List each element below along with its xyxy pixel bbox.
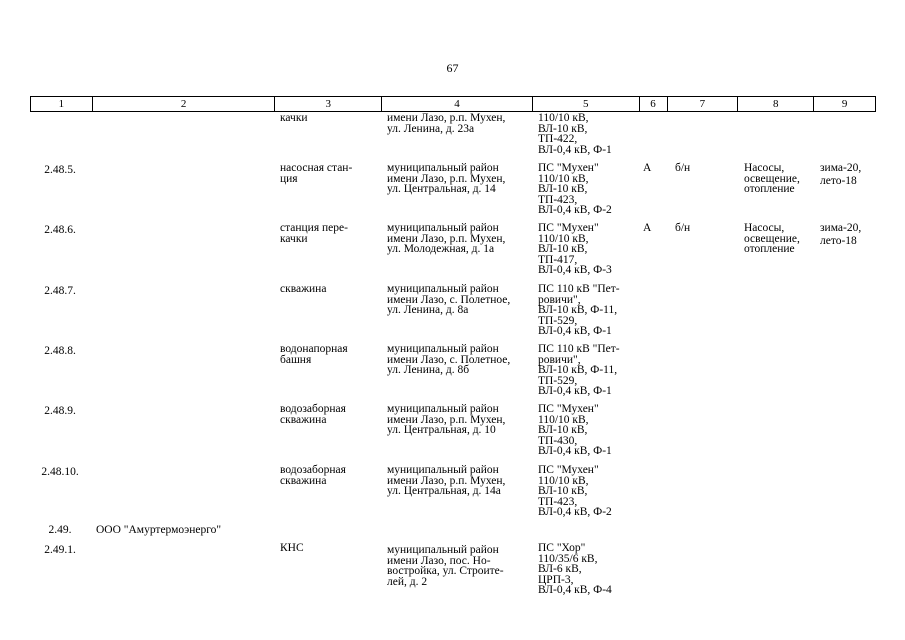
header-col-5: 5 — [532, 97, 639, 111]
cell-object: насосная стан- ция — [280, 162, 353, 185]
cell-capacity: зима-20, лето-18 — [820, 162, 862, 187]
cell-power-source: ПС 110 кВ "Пет- ровичи", ВЛ-10 кВ, Ф-11, ТП-529, ВЛ-0,4 кВ, Ф-1 — [538, 283, 620, 337]
cell-address: муниципальный район имени Лазо, пос. Но- востройка, ул. Строите- лей, д. 2 — [387, 544, 504, 588]
cell-number: 2.48.8. — [44, 345, 76, 357]
cell-power-source: ПС 110 кВ "Пет- ровичи", ВЛ-10 кВ, Ф-11, ТП-529, ВЛ-0,4 кВ, Ф-1 — [538, 343, 620, 397]
cell-number: 2.49.1. — [44, 544, 76, 556]
cell-power-source: ПС "Мухен" 110/10 кВ, ВЛ-10 кВ, ТП-417, ВЛ-0,4 кВ, Ф-3 — [538, 222, 612, 276]
cell-category: А — [643, 162, 652, 174]
cell-number: 2.48.9. — [44, 405, 76, 417]
cell-object: станция пере- качки — [280, 222, 348, 245]
cell-power-source: 110/10 кВ, ВЛ-10 кВ, ТП-422, ВЛ-0,4 кВ, Ф-1 — [538, 113, 612, 156]
cell-object: качки — [280, 113, 308, 124]
cell-capacity: зима-20, лето-18 — [820, 222, 862, 247]
cell-power-source: ПС "Хор" 110/35/6 кВ, ВЛ-6 кВ, ЦРП-3, ВЛ-0,4 кВ, Ф-4 — [538, 542, 612, 596]
table-body — [0, 113, 905, 640]
cell-number: 2.48.6. — [44, 224, 76, 236]
cell-organization: ООО "Амуртермоэнерго" — [96, 524, 222, 536]
header-col-2: 2 — [92, 97, 275, 111]
header-col-8: 8 — [737, 97, 813, 111]
header-col-7: 7 — [667, 97, 738, 111]
cell-object: водонапорная башня — [280, 343, 348, 366]
cell-power-source: ПС "Мухен" 110/10 кВ, ВЛ-10 кВ, ТП-430, ВЛ-0,4 кВ, Ф-1 — [538, 403, 612, 457]
cell-address: муниципальный район имени Лазо, р.п. Мухен, ул. Центральная, д. 14а — [387, 464, 506, 497]
header-col-9: 9 — [813, 97, 875, 111]
header-col-1: 1 — [58, 98, 65, 110]
cell-address: муниципальный район имени Лазо, р.п. Мухен, ул. Центральная, д. 10 — [387, 403, 506, 436]
cell-number: 2.48.10. — [41, 466, 79, 478]
page-number: 67 — [446, 61, 459, 75]
cell-load: Насосы, освещение, отопление — [744, 162, 800, 195]
cell-load: Насосы, освещение, отопление — [744, 222, 800, 255]
cell-address: муниципальный район имени Лазо, р.п. Мухен, ул. Молодежная, д. 1а — [387, 222, 506, 255]
cell-address: муниципальный район имени Лазо, с. Полетное, ул. Ленина, д. 8а — [387, 283, 511, 316]
cell-meter: б/н — [675, 222, 691, 234]
cell-address: имени Лазо, р.п. Мухен, ул. Ленина, д. 23а — [387, 113, 506, 135]
cell-object: водозаборная скважина — [280, 464, 346, 487]
header-col-6: 6 — [639, 97, 667, 111]
cell-power-source: ПС "Мухен" 110/10 кВ, ВЛ-10 кВ, ТП-423, ВЛ-0,4 кВ, Ф-2 — [538, 464, 612, 518]
cell-category: А — [643, 222, 652, 234]
header-col-4: 4 — [381, 97, 532, 111]
cell-address: муниципальный район имени Лазо, р.п. Мухен, ул. Центральная, д. 14 — [387, 162, 506, 195]
cell-object: водозаборная скважина — [280, 403, 346, 426]
cell-meter: б/н — [675, 162, 691, 174]
cell-object: скважина — [280, 283, 327, 295]
header-col-3: 3 — [274, 97, 381, 111]
cell-number: 2.49. — [48, 524, 72, 536]
cell-power-source: ПС "Мухен" 110/10 кВ, ВЛ-10 кВ, ТП-423, ВЛ-0,4 кВ, Ф-2 — [538, 162, 612, 216]
cell-address: муниципальный район имени Лазо, с. Полетное, ул. Ленина, д. 8б — [387, 343, 511, 376]
cell-number: 2.48.5. — [44, 164, 76, 176]
cell-object: КНС — [280, 542, 304, 554]
table-header — [30, 96, 876, 112]
cell-number: 2.48.7. — [44, 285, 76, 297]
